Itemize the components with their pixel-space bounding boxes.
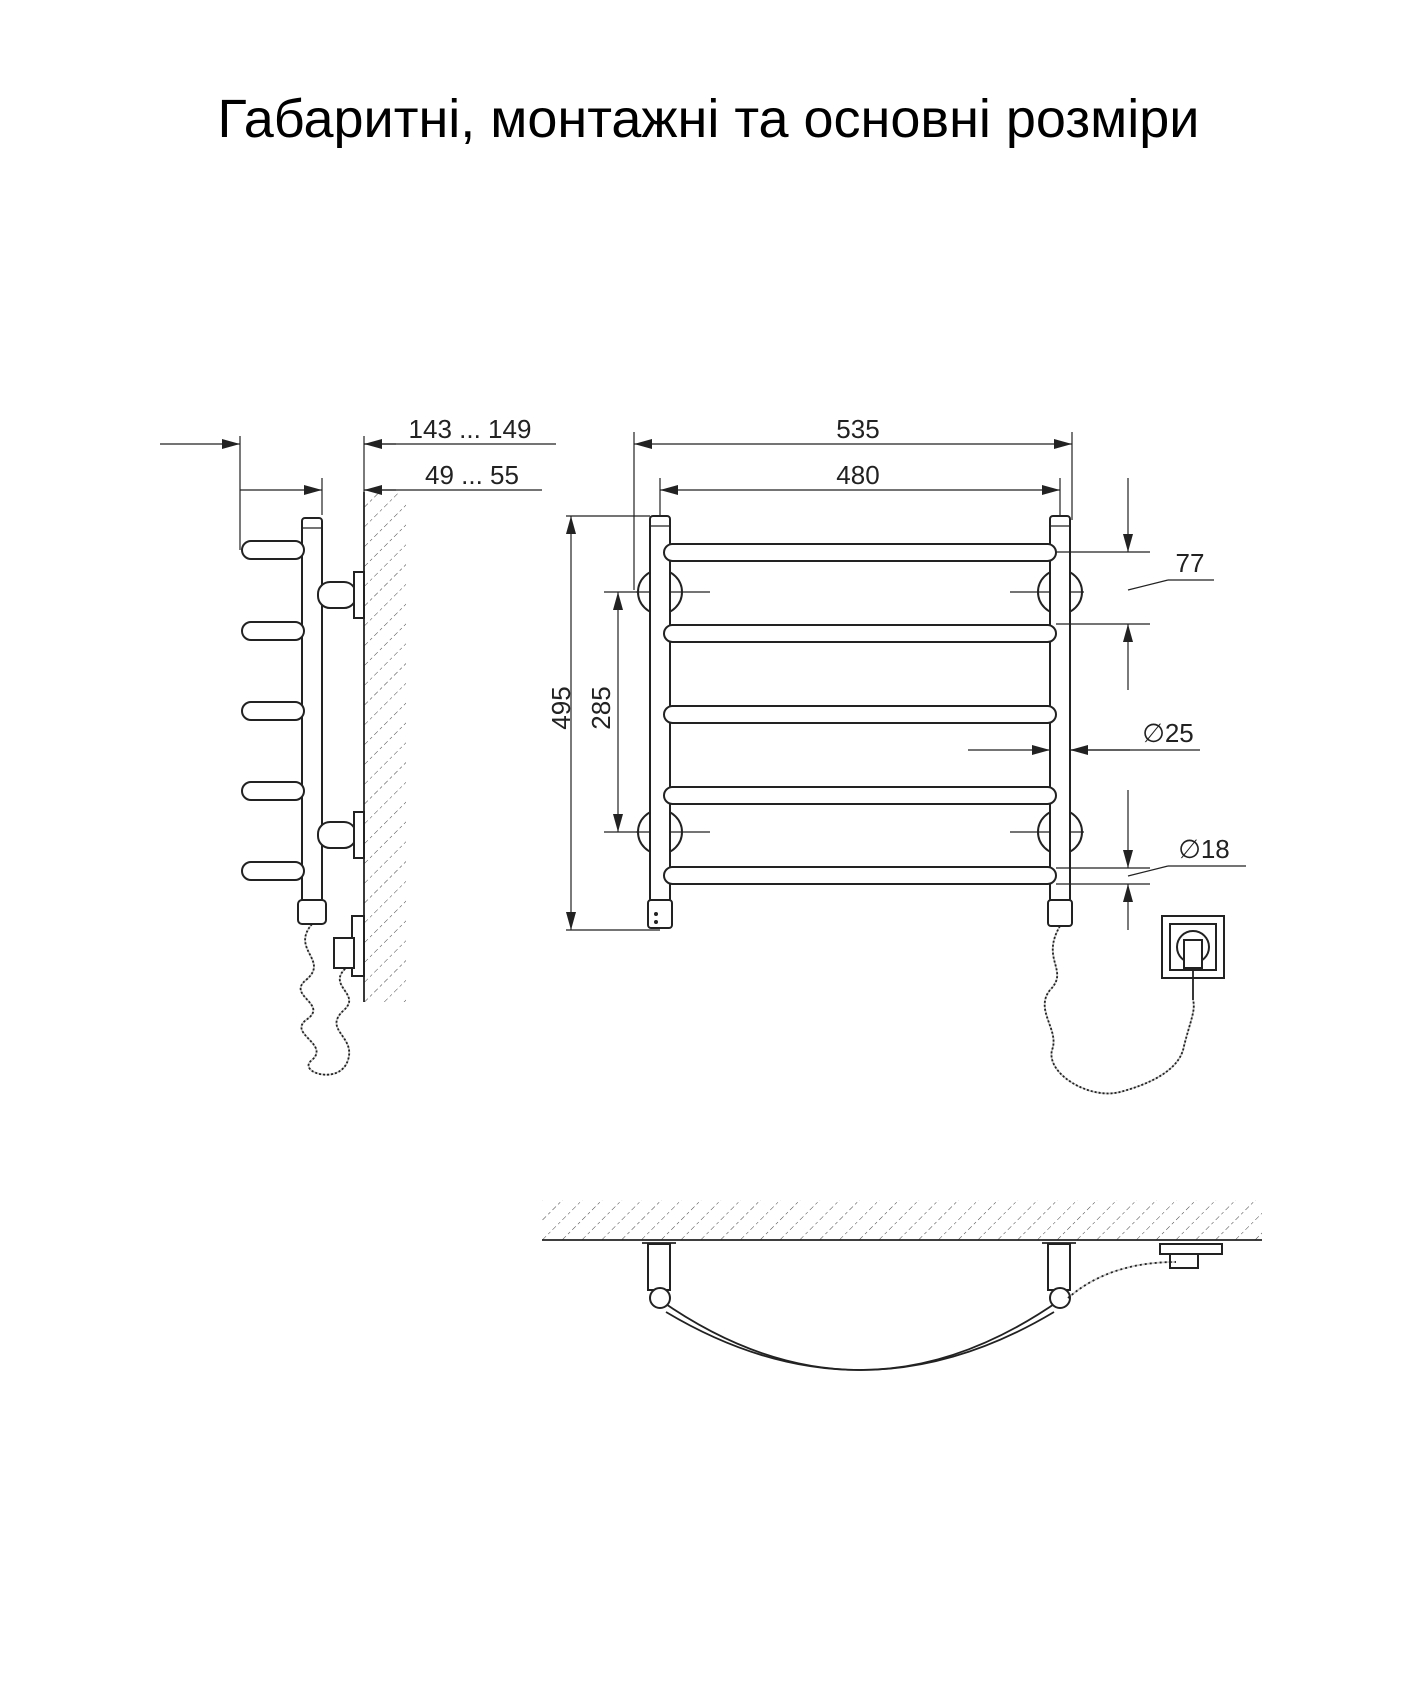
side-view (160, 414, 556, 1075)
top-socket (1160, 1244, 1222, 1254)
dim-rail-diameter: ∅18 (1178, 834, 1230, 864)
front-rail-3 (664, 706, 1056, 723)
side-wall-hatch (364, 492, 406, 1002)
dim-height-total: 495 (546, 686, 576, 730)
side-upright (302, 518, 322, 906)
side-rail-1 (242, 541, 304, 559)
dim-width-total: 535 (836, 414, 880, 444)
side-rail-4 (242, 782, 304, 800)
front-rail-1 (664, 544, 1056, 561)
dim-rail-pitch: 77 (1175, 548, 1205, 578)
side-rail-2 (242, 622, 304, 640)
side-plug (334, 938, 354, 968)
top-view (542, 1200, 1262, 1370)
front-rail-4 (664, 787, 1056, 804)
dim-height-mount: 285 (586, 686, 616, 730)
side-rail-5 (242, 862, 304, 880)
front-rail-5 (664, 867, 1056, 884)
front-rail-2 (664, 625, 1056, 642)
side-heater-head (298, 900, 326, 924)
side-rail-3 (242, 702, 304, 720)
side-bracket-top (318, 582, 356, 608)
dim-width-axis: 480 (836, 460, 880, 490)
dim-depth-total: 143 ... 149 (408, 414, 532, 444)
front-view (546, 414, 1246, 1093)
top-upright-right (1050, 1288, 1070, 1308)
top-curved-rail-inner (666, 1312, 1054, 1370)
top-standoff-right (1048, 1244, 1070, 1290)
top-coil-cable (1068, 1262, 1176, 1298)
front-heater-head (1048, 900, 1072, 926)
dim-depth-mount: 49 ... 55 (425, 460, 519, 490)
top-curved-rail-outer (660, 1300, 1060, 1370)
top-standoff-left (648, 1244, 670, 1290)
top-wall-hatch (542, 1200, 1262, 1240)
top-upright-left (650, 1288, 670, 1308)
dim-upright-diameter: ∅25 (1142, 718, 1194, 748)
front-end-cap (648, 900, 672, 928)
side-bracket-bottom (318, 822, 356, 848)
page-title: Габаритні, монтажні та основні розміри (217, 89, 1200, 149)
